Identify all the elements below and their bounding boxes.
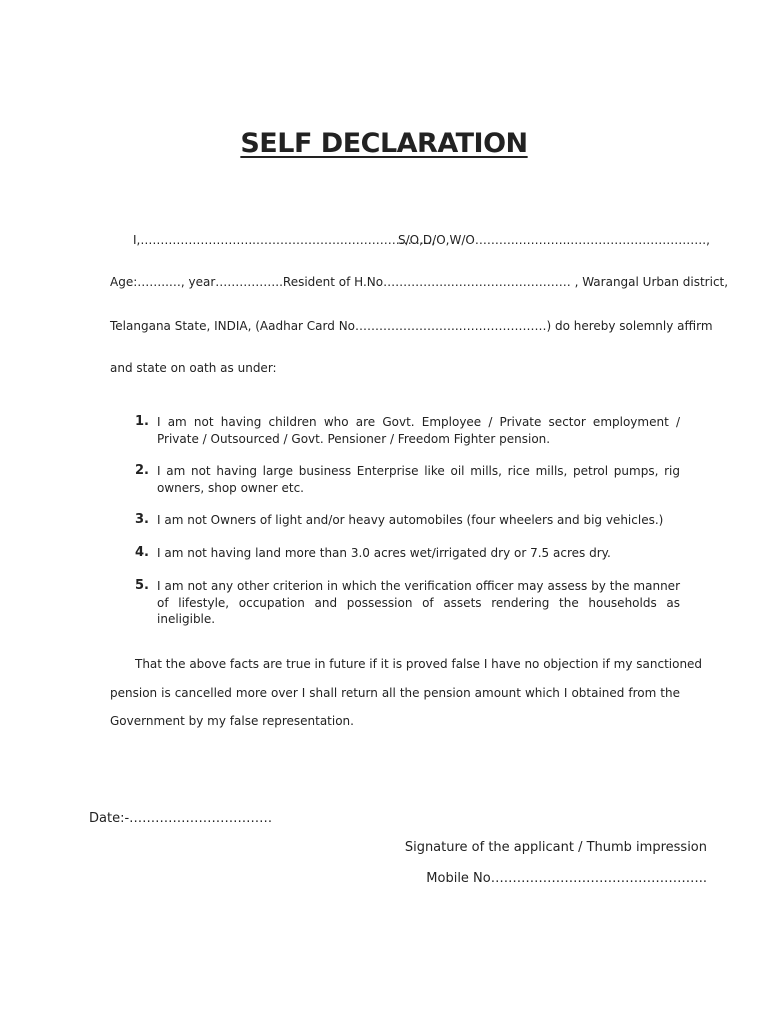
document-title-text: SELF DECLARATION [240,128,528,159]
item-number: 2. [135,463,149,478]
intro-age-line: Age:……..…, year……………..Resident of H.No……………..………………………… , Warangal Urban district, [110,275,729,289]
declaration-item [135,463,680,496]
item-number: 4. [135,545,149,560]
closing-line-1: That the above facts are true in future if it is proved false I have no objection if my sanctioned [135,657,703,671]
intro-relation-blank: S/O,D/O,W/O……….…………..……………………………., [398,233,710,247]
item-number: 5. [135,578,149,593]
intro-oath-line: and state on oath as under: [110,361,277,375]
item-number: 1. [135,414,149,429]
document-title [0,128,768,159]
item-text: I am not having land more than 3.0 acres wet/irrigated dry or 7.5 acres dry. [157,546,611,560]
item-text: I am not having large business Enterprise like oil mills, rice mills, petrol pumps, rig owners, shop owner etc. [157,464,680,495]
item-text: I am not any other criterion in which the verification officer may assess by the manner of lifestyle, occupation and possession of assets rendering the households as ineligible. [157,579,680,626]
intro-name-blank: I,………………………..………………….…………………., [133,233,436,247]
declaration-item [135,545,680,562]
closing-line-2: pension is cancelled more over I shall return all the pension amount which I obtained from the [110,686,680,700]
mobile-field: Mobile No………………………………………….. [426,871,707,886]
item-text: I am not having children who are Govt. Employee / Private sector employment / Private / Outsourced / Govt. Pensioner / Freedom Fighter pension. [157,415,680,446]
intro-aadhar-line: Telangana State, INDIA, (Aadhar Card No……………………..…….……………) do hereby solemnly affirm [110,319,713,333]
item-number: 3. [135,512,149,527]
date-field: Date:-…………………………… [89,811,273,826]
declaration-item [135,512,680,529]
item-text: I am not Owners of light and/or heavy automobiles (four wheelers and big vehicles.) [157,513,664,527]
signature-label: Signature of the applicant / Thumb impression [404,840,707,855]
closing-line-3: Government by my false representation. [110,714,354,728]
declaration-item [135,578,680,628]
declaration-item [135,414,680,447]
